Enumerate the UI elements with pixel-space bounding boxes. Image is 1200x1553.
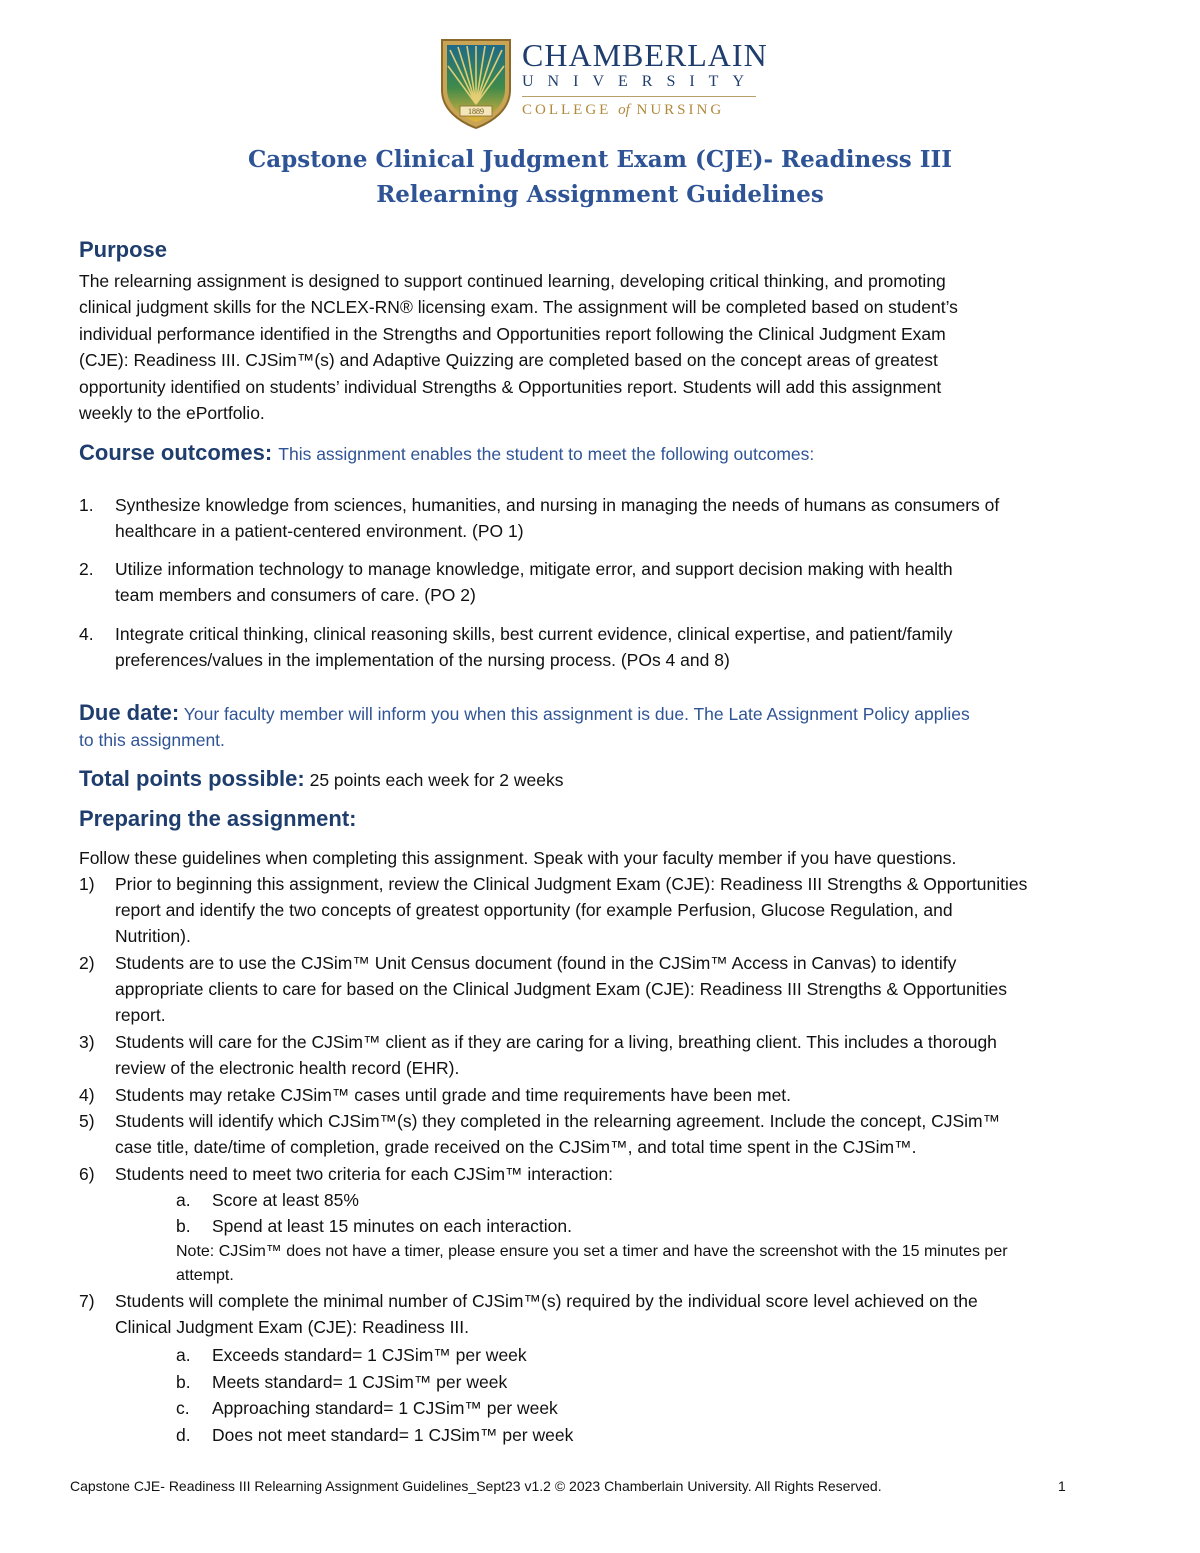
- purpose-line: opportunity identified on students’ individual Strengths & Opportunities report. Students will add this assignment: [79, 376, 942, 397]
- page-number: 1: [1058, 1478, 1066, 1494]
- preparing-heading: Preparing the assignment:: [79, 806, 357, 831]
- due-date-section: [79, 700, 1129, 754]
- purpose-heading: Purpose: [79, 237, 168, 262]
- svg-text:1889: 1889: [468, 107, 484, 116]
- purpose-line: individual performance identified in the Strengths and Opportunities report following the Clinical Judgment Exam: [79, 323, 946, 344]
- due-date-text: Your faculty member will inform you when this assignment is due. The Late Assignment Policy applies: [179, 704, 970, 724]
- document-title-line1: Capstone Clinical Judgment Exam (CJE)- Readiness III: [247, 146, 953, 173]
- logo-university: UNIVERSITY: [522, 73, 758, 90]
- preparing-intro: Follow these guidelines when completing this assignment. Speak with your faculty member if you have questions.: [79, 848, 957, 868]
- logo-college: COLLEGE of NURSING: [522, 102, 725, 118]
- shield-icon: [440, 38, 512, 130]
- outcomes-heading-row: [79, 440, 1179, 466]
- outcomes-heading: Course outcomes:: [79, 440, 273, 465]
- logo-name: CHAMBERLAIN: [522, 37, 768, 73]
- purpose-line: The relearning assignment is designed to support continued learning, developing critical thinking, and promoting: [79, 271, 946, 291]
- timer-note: Note: CJSim™ does not have a timer, please ensure you set a timer and have the screenshot with the 15 minutes per attempt.: [176, 1243, 1008, 1284]
- document-title-line2: Relearning Assignment Guidelines: [376, 181, 824, 208]
- logo-divider: [522, 96, 756, 97]
- purpose-line: weekly to the ePortfolio.: [79, 403, 265, 424]
- points-text: 25 points each week for 2 weeks: [304, 770, 564, 790]
- due-date-text-cont: to this assignment.: [79, 730, 225, 751]
- points-section: [79, 766, 1129, 793]
- due-date-heading: Due date:: [79, 700, 180, 725]
- purpose-paragraph: [79, 268, 1129, 426]
- purpose-line: clinical judgment skills for the NCLEX-RN® licensing exam. The assignment will be completed based on student’s: [79, 297, 958, 318]
- chamberlain-logo: [440, 38, 770, 130]
- document-page: 1889 CHAMBERLAIN UNIVERSITY COLLEGE of NURSING Capstone Clinical Judgment Exam (CJE)- Readiness III Relearning Assignment Guidelines Purpose The relearning assignment is designed to support continued learning, developing critical thinking, and promoting clinical judgment skills for the NCLEX-RN® licensing exam. The assignment will be completed based on student’s individual performance identified in the Strengths and Opportunities report following the Clinical Judgment Exam (CJE): Readiness III. CJSim™(s) and Adaptive Quizzing are completed based on the concept areas of greatest opportunity identified on students’ individual Strengths & Opportunities report. Students will add this assignment weekly to the ePortfolio. Course outcomes: This assignment enables the student to meet the following outcomes: 1. Synthesize knowledge from sciences, humanities, and nursing in managing the needs of humans as consumers of healthcare in a patient-centered environment. (PO 1) 2. Utilize information technology to manage knowledge, mitigate error, and support decision making with health team members and consumers of care. (PO 2) 4. Integrate critical thinking, clinical reasoning skills, best current evidence, clinical expertise, and patient/family preferences/values in the implementation of the nursing process. (POs 4 and 8) Due date: Your faculty member will inform you when this assignment is due. The Late Assignment Policy applies to this assignment. Total points possible: 25 points each week for 2 weeks Preparing the assignment: Follow these guidelines when completing this assignment. Speak with your faculty member if you have questions. 1) Prior to beginning this assignment, review the Clinical Judgment Exam (CJE): Readiness III Strengths & Opportunities report and identify the two concepts of greatest opportunity (for example Perfusion, Glucose Regulation, and Nutrition). 2) Students are to use the CJSim™ Unit Census document (found in the CJSim™ Access in Canvas) to identify appropriate clients to care for based on the Clinical Judgment Exam (CJE): Readiness III Strengths & Opportunities report. 3) Students will care for the CJSim™ client as if they are caring for a living, breathing client. This includes a thorough review of the electronic health record (EHR). 4) Students may retake CJSim™ cases until grade and time requirements have been met. 5) Students will identify which CJSim™(s) they completed in the relearning agreement. Include the concept, CJSim™ case title, date/time of completion, grade received on the CJSim™, and total time spent in the CJSim™. 6) Students need to meet two criteria for each CJSim™ interaction: a. Score at least 85% b. Spend at least 15 minutes on each interaction. Note: CJSim™ does not have a timer, please ensure you set a timer and have the screenshot with the 15 minutes per attempt. 7) Students will complete the minimal number of CJSim™(s) required by the individual score level achieved on the Clinical Judgment Exam (CJE): Readiness III. a. Exceeds standard= 1 CJSim™ per week b. Meets standard= 1 CJSim™ per week c. Approaching standard= 1 CJSim™ per week d. Does not meet standard= 1 CJSim™ per week Capstone CJE- Readiness III Relearning Assignment Guidelines_Sept23 v1.2 © 2023 Chamberlain University. All Rights Reserved. 1: [0, 0, 1200, 1553]
- outcomes-intro: This assignment enables the student to meet the following outcomes:: [278, 444, 815, 464]
- page-footer: Capstone CJE- Readiness III Relearning Assignment Guidelines_Sept23 v1.2 © 2023 Chamberlain University. All Rights Reserved.: [70, 1478, 882, 1494]
- points-heading: Total points possible:: [79, 766, 305, 791]
- purpose-line: (CJE): Readiness III. CJSim™(s) and Adaptive Quizzing are completed based on the concept areas of greatest: [79, 350, 938, 371]
- logo-text: [522, 38, 772, 119]
